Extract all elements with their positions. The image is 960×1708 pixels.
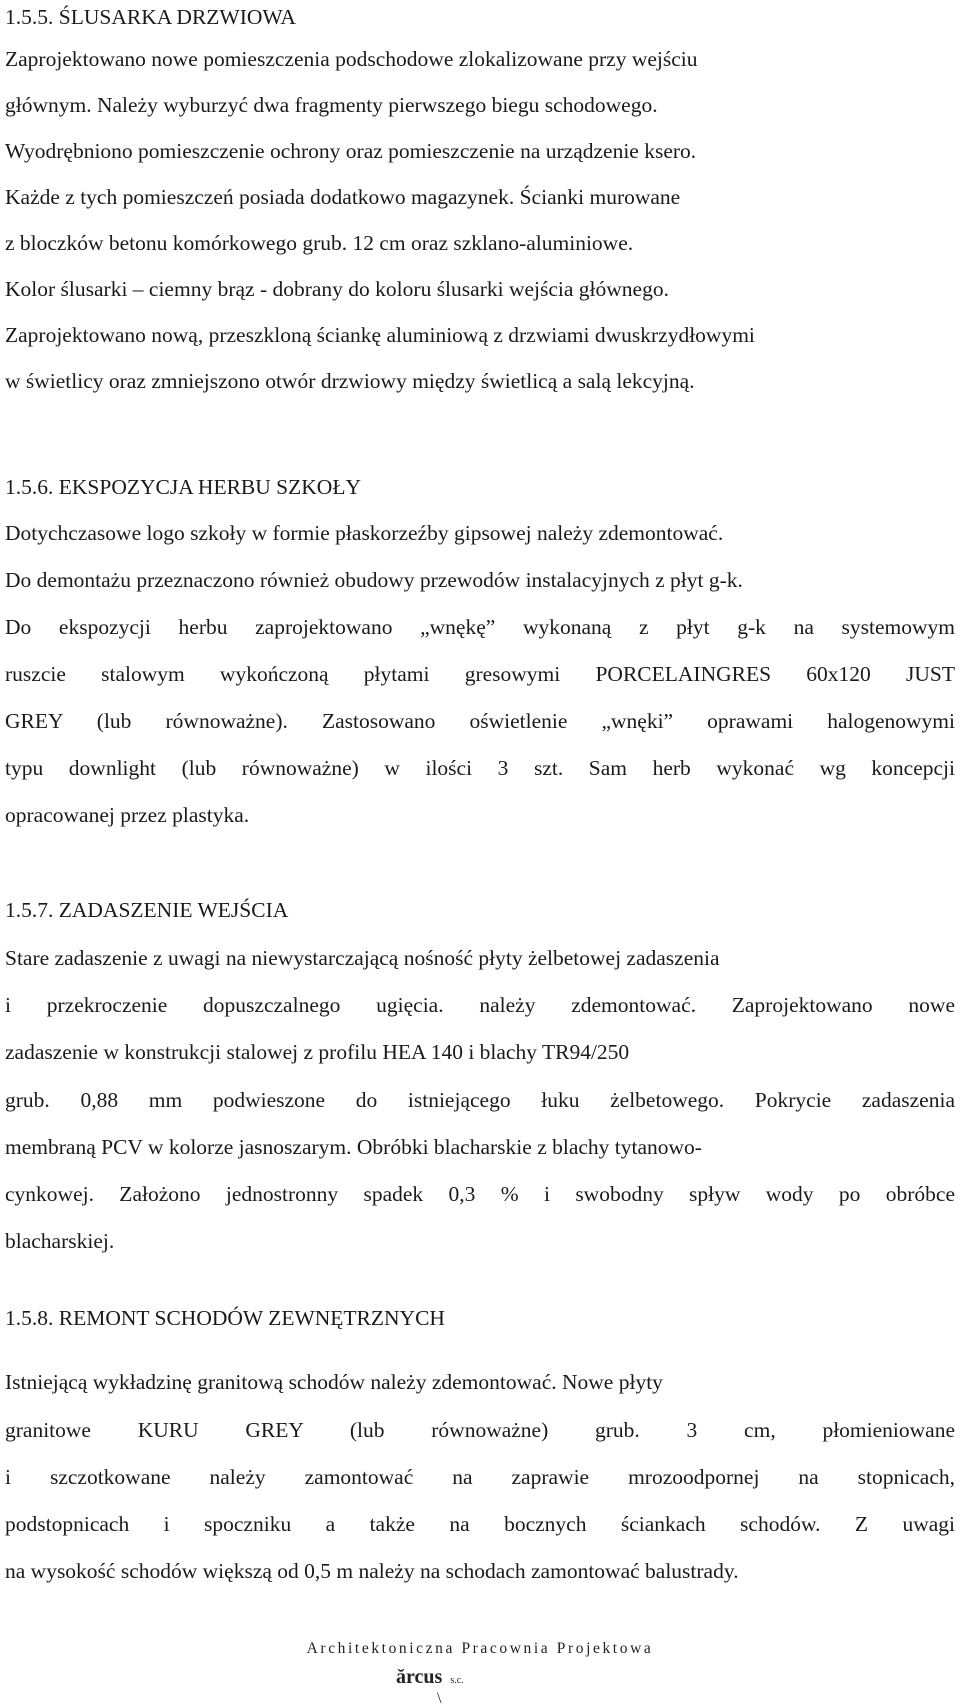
text-line: cynkowej. Założono jednostronny spadek 0,3 % i swobodny spływ wody po obróbce — [5, 1182, 955, 1206]
text-line: na wysokość schodów większą od 0,5 m należy na schodach zamontować balustrady. — [5, 1559, 739, 1583]
text-line: GREY (lub równoważne). Zastosowano oświetlenie „wnęki” oprawami halogenowymi — [5, 709, 955, 733]
text-line: podstopnicach i spoczniku a także na bocznych ściankach schodów. Z uwagi — [5, 1512, 955, 1536]
text-line: grub. 0,88 mm podwieszone do istniejącego łuku żelbetowego. Pokrycie zadaszenia — [5, 1088, 955, 1112]
text-line: typu downlight (lub równoważne) w ilości 3 szt. Sam herb wykonać wg koncepcji — [5, 756, 955, 780]
text-line: Stare zadaszenie z uwagi na niewystarczającą nośność płyty żelbetowej zadaszenia — [5, 946, 720, 970]
text-line: opracowanej przez plastyka. — [5, 803, 250, 827]
text-line: Istniejącą wykładzinę granitową schodów należy zdemontować. Nowe płyty — [5, 1370, 663, 1394]
text-line: membraną PCV w kolorze jasnoszarym. Obróbki blacharskie z blachy tytanowo- — [5, 1135, 702, 1159]
text-line: i szczotkowane należy zamontować na zaprawie mrozoodpornej na stopnicach, — [5, 1465, 955, 1489]
text-line: ruszcie stalowym wykończoną płytami gresowymi PORCELAINGRES 60x120 JUST — [5, 662, 955, 686]
text-line: Dotychczasowe logo szkoły w formie płaskorzeźby gipsowej należy zdemontować. — [5, 521, 724, 545]
text-line: zadaszenie w konstrukcji stalowej z profilu HEA 140 i blachy TR94/250 — [5, 1040, 630, 1064]
heading-1-5-6: 1.5.6. EKSPOZYCJA HERBU SZKOŁY — [5, 475, 361, 499]
heading-1-5-7: 1.5.7. ZADASZENIE WEJŚCIA — [5, 898, 289, 922]
footer-firm-name: Architektoniczna Pracownia Projektowa — [306, 1640, 654, 1657]
text-line: granitowe KURU GREY (lub równoważne) grub. 3 cm, płomieniowane — [5, 1418, 955, 1442]
arcus-logo — [396, 1666, 464, 1689]
footer-mark: \ — [437, 1690, 442, 1707]
text-line: Każde z tych pomieszczeń posiada dodatkowo magazynek. Ścianki murowane — [5, 185, 681, 209]
heading-1-5-5: 1.5.5. ŚLUSARKA DRZWIOWA — [5, 5, 296, 29]
text-line: głównym. Należy wyburzyć dwa fragmenty pierwszego biegu schodowego. — [5, 93, 658, 117]
text-line: w świetlicy oraz zmniejszono otwór drzwiowy między świetlicą a salą lekcyjną. — [5, 369, 695, 393]
heading-1-5-8: 1.5.8. REMONT SCHODÓW ZEWNĘTRZNYCH — [5, 1306, 445, 1330]
text-line: i przekroczenie dopuszczalnego ugięcia. należy zdemontować. Zaprojektowano nowe — [5, 993, 955, 1017]
text-line: Do demontażu przeznaczono również obudowy przewodów instalacyjnych z płyt g-k. — [5, 568, 743, 592]
logo-name: ărcus — [396, 1666, 443, 1688]
logo-suffix: s.c. — [450, 1675, 464, 1686]
text-line: Zaprojektowano nowe pomieszczenia podschodowe zlokalizowane przy wejściu — [5, 47, 698, 71]
text-line: z bloczków betonu komórkowego grub. 12 cm oraz szklano-aluminiowe. — [5, 231, 634, 255]
text-line: Zaprojektowano nową, przeszkloną ściankę aluminiową z drzwiami dwuskrzydłowymi — [5, 323, 755, 347]
text-line: Wyodrębniono pomieszczenie ochrony oraz pomieszczenie na urządzenie ksero. — [5, 139, 697, 163]
text-line: Kolor ślusarki – ciemny brąz - dobrany do koloru ślusarki wejścia głównego. — [5, 277, 669, 301]
text-line: Do ekspozycji herbu zaprojektowano „wnękę” wykonaną z płyt g-k na systemowym — [5, 615, 955, 639]
text-line: blacharskiej. — [5, 1229, 115, 1253]
